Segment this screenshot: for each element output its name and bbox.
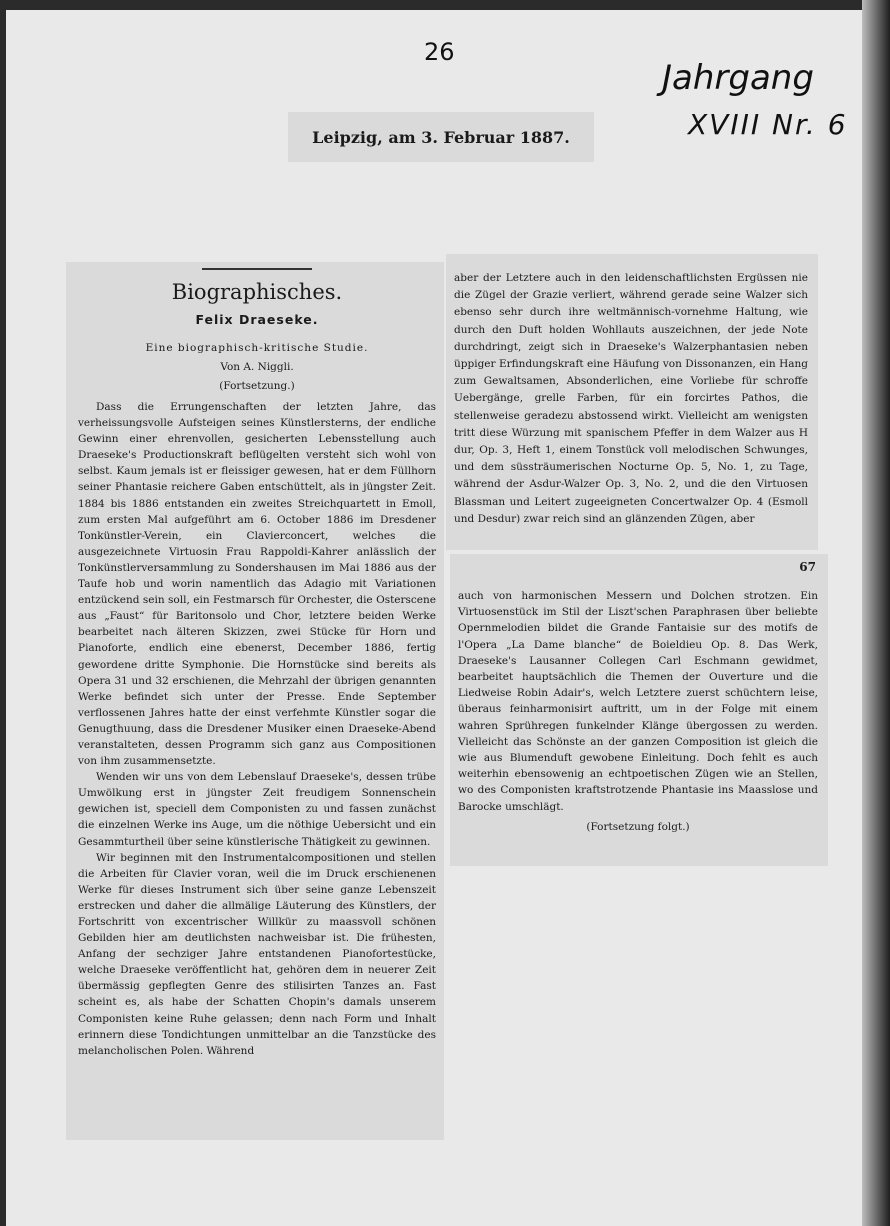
article-subtitle: Felix Draeseke.: [195, 312, 319, 327]
handwritten-page-number: 26: [424, 38, 455, 66]
paragraph: Wenden wir uns von dem Lebenslauf Draeseke's, dessen trübe Umwölkung erst in jüngster Zeit freudigem Sonnenschein gewichen ist, speciell dem Componisten zu und fassen zunächst die einzelnen Werke ins Auge, um die nöthige Uebersicht und ein Gesammturtheil über seine künstlerische Thätigkeit zu gewinnen.: [78, 771, 436, 848]
paragraph: auch von harmonischen Messern und Dolchen strotzen. Ein Virtuosenstück im Stil der Liszt'schen Paraphrasen über beliebte Opernmelodien bildet die Grande Fantaisie sur des motifs de l'Opera „La Dame blanche“ de Boieldieu Op. 8. Das Werk, Draeseke's Lausanner Collegen Carl Eschmann gewidmet, bearbeitet hauptsächlich die Themen der Ouverture und die Liedweise Robin Adair's, welch Letztere zuerst schüchtern leise, überaus feinharmonisirt auftritt, um in der Folge mit einem wahren Sprühregen funkelnder Klänge übergossen zu werden. Vielleicht das Schönste an der ganzen Composition ist gleich die wie aus Blumenduft gewobene Einleitung. Doch fehlt es auch weiterhin ebensowenig an echtpoetischen Zügen wie an Stellen, wo des Componisten kraftstrotzende Phantasie ins Maasslose und Barocke umschlägt.: [458, 590, 818, 813]
continuation-note: (Fortsetzung folgt.): [586, 820, 690, 833]
article-kicker: Eine biographisch-kritische Studie.: [145, 342, 369, 354]
article-title: Biographisches.: [171, 280, 343, 304]
paragraph: Dass die Errungenschaften der letzten Jahre, das verheissungsvolle Aufsteigen seines Künstlersterns, der endliche Gewinn einer ehrenvollen, gesicherten Lebensstellung auch Draeseke's Productionskraft beflügelten versteht sich wohl von selbst. Kaum jemals ist er fleissiger gewesen, hat er dem Füllhorn seiner Phantasie reichere Gaben entschüttelt, als in jüngster Zeit. 1884 bis 1886 entstanden ein zweites Streichquartett in Emoll, zum ersten Mal aufgeführt am 6. October 1886 im Dresdener Tonkünstler-Verein, ein Clavierconcert, welches die ausgezeichnete Virtuosin Frau Rappoldi-Kahrer anlässlich der Tonkünstlerversammlung zu Sondershausen im Mai 1886 aus der Taufe hob und worin namentlich das Adagio mit Variationen entzückend sein soll, ein Festmarsch für Orchester, die Osterscene aus „Faust“ für Baritonsolo und Chor, letztere beiden Werke bearbeitet nach älteren Skizzen, zwei Stücke für Horn und Pianoforte, endlich eine ebenerst, December 1886, fertig gewordene dritte Symphonie. Die Hornstücke sind bereits als Opera 31 und 32 erschienen, die Mehrzahl der übrigen genannten Werke befindet sich unter der Presse. Ende September verflossenen Jahres hatte der einst verfehmte Künstler sogar die Genugthuung, dass die Dresdener Musiker einen Draeseke-Abend veranstalteten, dessen Programm sich ganz aus Compositionen von ihm zusammensetzte.: [78, 401, 436, 768]
printed-page-number: 67: [799, 560, 816, 574]
dateline-clipping: [288, 112, 594, 162]
article-continued: (Fortsetzung.): [219, 380, 295, 392]
dateline: Leipzig, am 3. Februar 1887.: [312, 127, 570, 147]
article-clipping-column-2: [446, 254, 818, 550]
article-byline: Von A. Niggli.: [220, 361, 294, 373]
handwritten-jahrgang: Jahrgang: [662, 58, 814, 98]
article-clipping-column-1: [66, 262, 444, 1140]
paragraph: Wir beginnen mit den Instrumentalcompositionen und stellen die Arbeiten für Clavier voran, weil die im Druck erschienenen Werke für dieses Instrument sich über seine ganze Lebenszeit erstrecken und daher die allmälige Läuterung des Künstlers, der Fortschritt von excentrischer Willkür zu maassvoll schönen Gebilden hier am deutlichsten nachweisbar ist. Die frühesten, Anfang der sechziger Jahre entstandenen Pianofortestücke, welche Draeseke veröffentlicht hat, gehören dem in neuerer Zeit übermässig gepflegten Genre des stilisirten Tanzes an. Fast scheint es, als habe der Schatten Chopin's damals unserem Componisten keine Ruhe gelassen; denn nach Form und Inhalt erinnern diese Tondichtungen unmittelbar an die Tanzstücke des melancholischen Polen. Während: [78, 851, 436, 1057]
handwritten-volume: XVIII Nr. 6: [688, 108, 848, 141]
article-clipping-column-3: [450, 554, 828, 866]
scan-edge: [862, 0, 890, 1226]
paragraph: aber der Letztere auch in den leidenschaftlichsten Ergüssen nie die Zügel der Grazie verliert, während gerade seine Walzer sich ebenso sehr durch ihre weltmännisch-vornehme Haltung, wie durch den Duft holden Wohllauts auszeichnen, der jede Note durchdringt, zeigt sich in Draeseke's Walzerphantasien neben üppiger Erfindungskraft eine Häufung von Dissonanzen, ein Hang zum Gewaltsamen, Absonderlichen, eine Vorliebe für schroffe Uebergänge, grelle Farben, für ein forcirtes Pathos, die stellenweise geradezu abstossend wirkt. Vielleicht am wenigsten tritt diese Würzung mit spanischem Pfeffer in dem Walzer aus H dur, Op. 3, Heft 1, einem Tonstück voll melodischen Schwunges, und dem süssträumerischen Nocturne Op. 5, No. 1, zu Tage, während der Asdur-Walzer Op. 3, No. 2, und die den Virtuosen Blassman und Leitert zugeeigneten Concertwalzer Op. 4 (Esmoll und Desdur) zwar reich sind an glänzenden Zügen, aber: [454, 272, 808, 525]
title-rule: [202, 268, 312, 270]
